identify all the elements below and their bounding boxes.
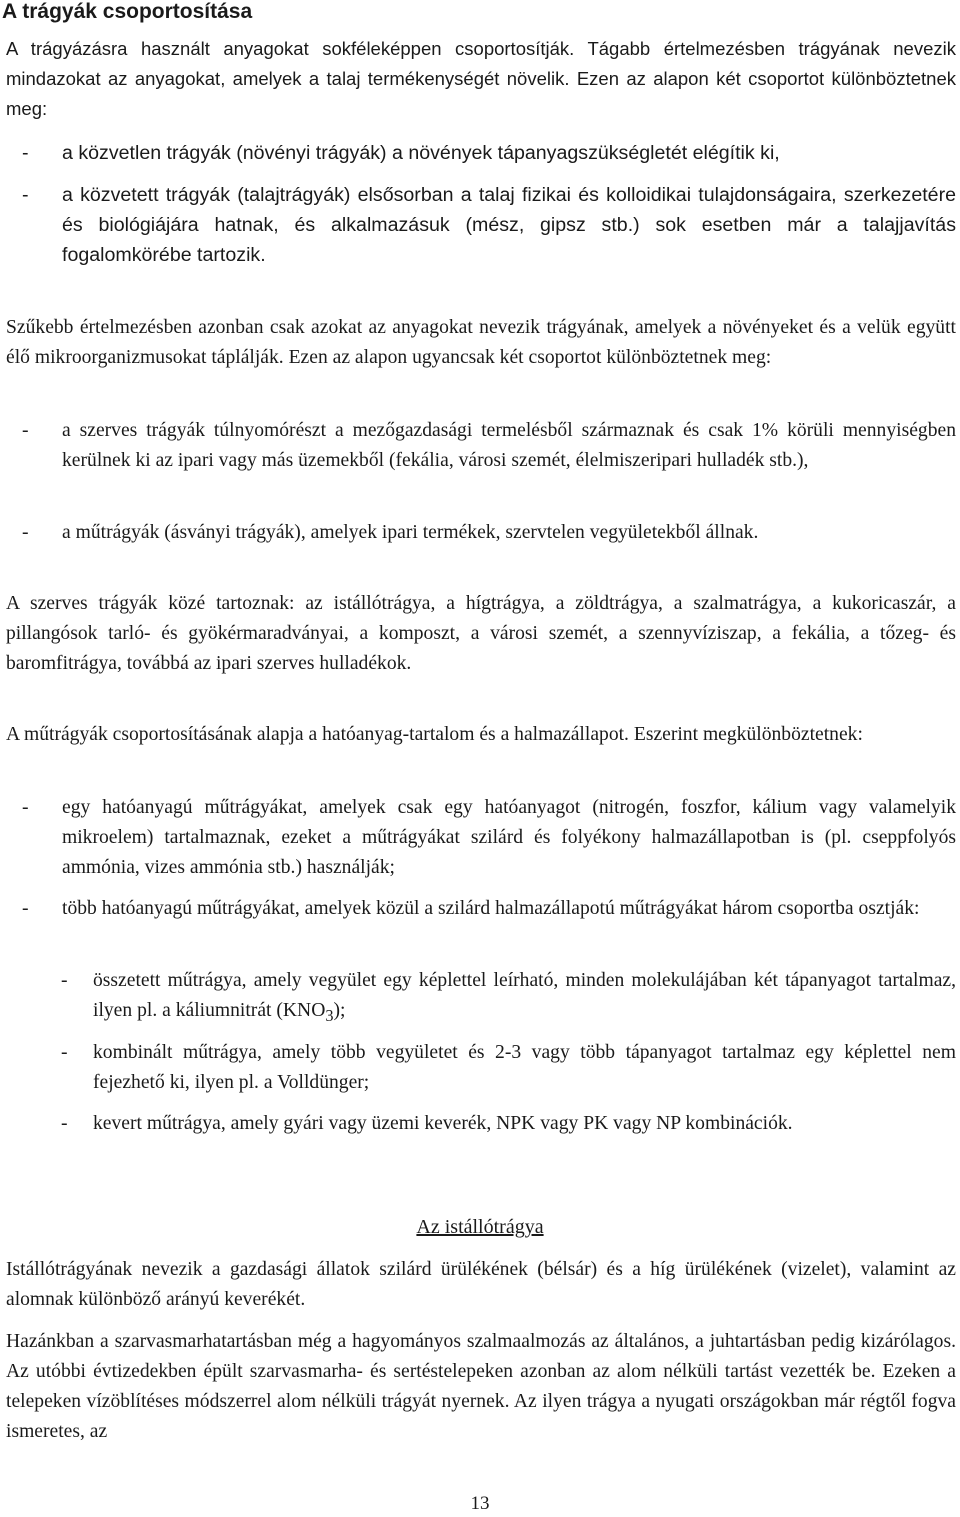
list-item-text: a közvetett trágyák (talajtrágyák) elsősorban a talaj fizikai és kolloidikai tulajdonságaira, szerkezetére és biológiájára hatnak, és alkalmazásuk (mész, gipsz stb.) sok esetben már a talajjavítás fogalomkörébe tartozik. xyxy=(62,184,956,266)
mineral-paragraph: A műtrágyák csoportosításának alapja a hatóanyag-tartalom és a halmazállapot. Eszerint megkülönböztetnek: xyxy=(6,724,863,745)
list-item-text: a műtrágyák (ásványi trágyák), amelyek ipari termékek, szervtelen vegyületekből állnak. xyxy=(62,522,759,543)
sub-list-item-text: kevert műtrágya, amely gyári vagy üzemi keverék, NPK vagy PK vagy NP kombinációk. xyxy=(93,1113,793,1134)
compound-text-end: ); xyxy=(333,1000,346,1021)
section-heading xyxy=(0,1212,960,1242)
narrow-paragraph: Szűkebb értelmezésben azonban csak azokat az anyagokat nevezik trágyának, amelyek a növényeket és a velük együtt élő mikroorganizmusokat táplálják. Ezen az alapon ugyancsak két csoportot különböztetnek meg: xyxy=(6,317,956,368)
intro-paragraph: A trágyázásra használt anyagokat sokféleképpen csoportosítják. Tágabb értelmezésben trágyának nevezik mindazokat az anyagokat, amelyek a talaj termékenységét növelik. Ezen az alapon két csoportot különböztetnek meg: xyxy=(6,38,956,119)
list-dash: - xyxy=(61,970,68,991)
list-dash: - xyxy=(22,184,29,206)
sub-list-item xyxy=(6,966,956,1031)
list-item-text: a szerves trágyák túlnyomórészt a mezőgazdasági termelésből származnak és csak 1% körüli mennyiségben kerülnek ki az ipari vagy más üzemekből (fekália, városi szemét, élelmiszeripari hulladék stb.), xyxy=(62,420,956,471)
sub-list-item-text: kombinált műtrágya, amely több vegyületet és 2-3 vagy több tápanyagot tartalmaz egy képlettel nem fejezhető ki, ilyen pl. a Volldünger; xyxy=(93,1042,956,1093)
list-dash: - xyxy=(61,1113,68,1134)
list-item xyxy=(6,180,956,270)
sub-list-item xyxy=(6,1038,956,1098)
list-dash: - xyxy=(22,142,29,164)
list-dash: - xyxy=(22,797,29,818)
list-item xyxy=(6,416,956,476)
sub-list-item-text xyxy=(93,966,956,1031)
compound-text: összetett műtrágya, amely vegyület egy képlettel leírható, minden molekulájában két tápanyagot tartalmaz, ilyen pl. a káliumnitrát (KNO xyxy=(93,970,956,1021)
list-dash: - xyxy=(22,420,29,441)
page-number: 13 xyxy=(470,1493,490,1514)
manure-paragraph: Hazánkban a szarvasmarhatartásban még a hagyományos szalmaalmozás az általános, a juhtartásban pedig kizárólagos. Az utóbbi évtizedekben épült szarvasmarha- és sertéstelepeken azonban az alom nélküli tartást vezették be. Ezeken a telepeken vízöblítéses módszerrel alom nélküli trágyát nyernek. Az ilyen trágya a nyugati országokban már régtől fogva ismeretes, az xyxy=(6,1331,956,1442)
list-item-text: több hatóanyagú műtrágyákat, amelyek közül a szilárd halmazállapotú műtrágyákat három csoportba osztják: xyxy=(62,898,920,919)
list-item-text: egy hatóanyagú műtrágyákat, amelyek csak egy hatóanyagot (nitrogén, foszfor, kálium vagy valamelyik mikroelem) tartalmaznak, ezeket a műtrágyákat szilárd és folyékony halmazállapotban is (pl. cseppfolyós ammónia, vizes ammónia stb.) használják; xyxy=(62,797,956,878)
list-dash: - xyxy=(22,898,29,919)
list-item-text: a közvetlen trágyák (növényi trágyák) a növények tápanyagszükségletét elégítik ki, xyxy=(62,142,780,164)
list-item xyxy=(6,894,956,924)
list-item xyxy=(6,138,956,168)
organic-paragraph: A szerves trágyák közé tartoznak: az istállótrágya, a hígtrágya, a zöldtrágya, a szalmatrágya, a kukoricaszár, a pillangósok tarló- és gyökérmaradványai, a komposzt, a városi szemét, a szennyvíziszap, a fekália, a tőzeg- és baromfitrágya, továbbá az ipari szerves hulladékok. xyxy=(6,593,956,674)
manure-definition: Istállótrágyának nevezik a gazdasági állatok szilárd ürülékének (bélsár) és a híg ürülékének (vizelet), valamint az alomnak különböző arányú keverékét. xyxy=(6,1259,956,1310)
list-item xyxy=(6,793,956,883)
list-dash: - xyxy=(61,1042,68,1063)
section-heading-text: Az istállótrágya xyxy=(416,1216,544,1238)
list-dash: - xyxy=(22,522,29,543)
sub-list-item xyxy=(6,1109,956,1139)
list-item xyxy=(6,518,956,548)
subscript: 3 xyxy=(325,1005,334,1025)
page-title: A trágyák csoportosítása xyxy=(2,0,253,23)
